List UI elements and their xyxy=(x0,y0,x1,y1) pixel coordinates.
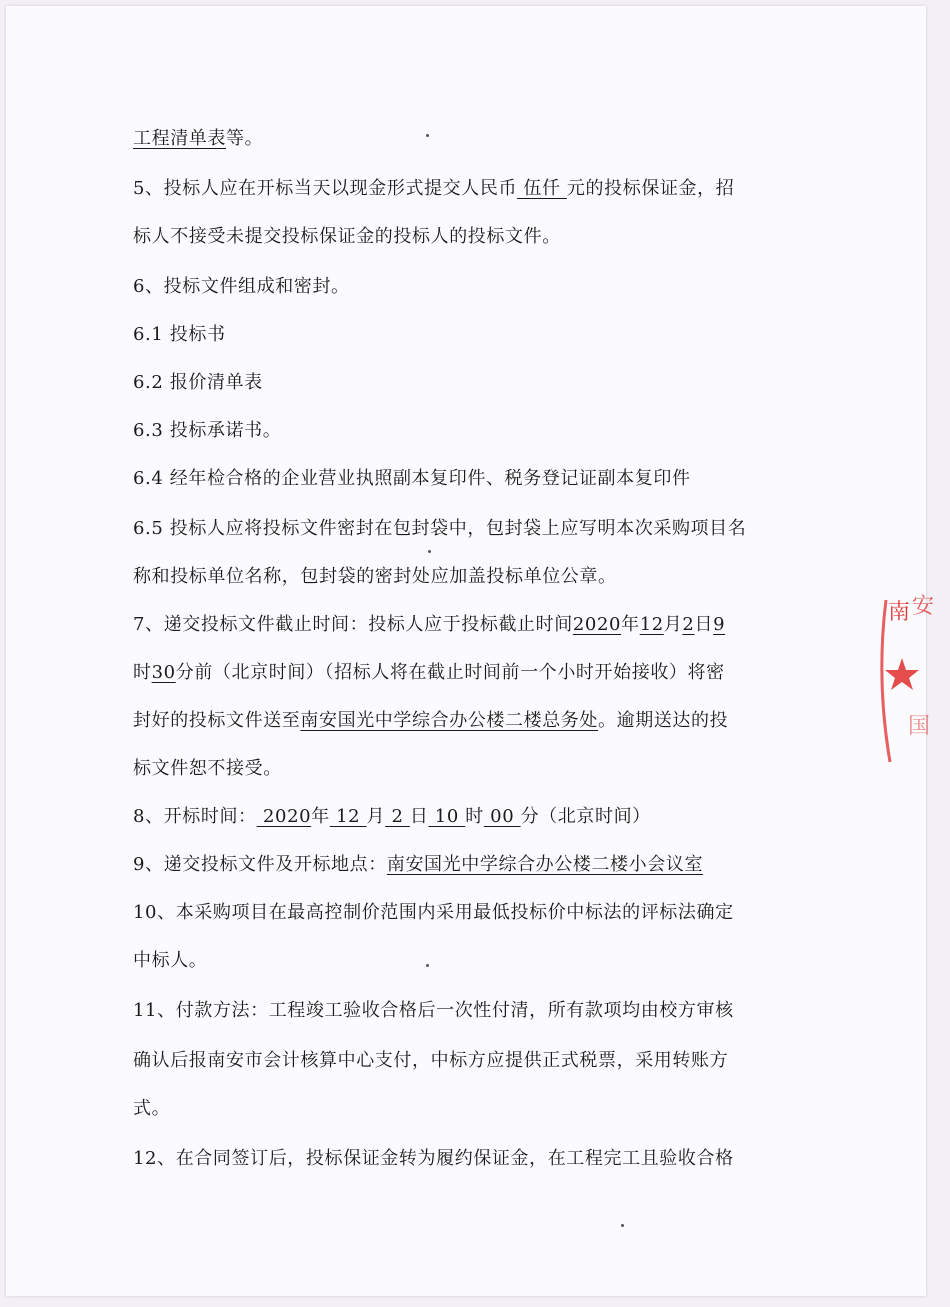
opening-month: 12 xyxy=(329,806,367,827)
scan-speck xyxy=(426,134,429,137)
seal-char: 国 xyxy=(908,714,931,739)
text-line-8: 6.4 经年检合格的企业营业执照副本复印件、税务登记证副本复印件 xyxy=(133,468,691,489)
text-line-5: 6.1 投标书 xyxy=(133,324,226,345)
opening-hour: 10 xyxy=(428,806,466,827)
deadline-month: 12 xyxy=(639,614,664,635)
scan-speck xyxy=(426,964,429,967)
opening-minute: 00 xyxy=(483,806,521,827)
deadline-day: 2 xyxy=(682,614,695,635)
seal-char: 南 xyxy=(888,600,911,625)
text-line-13: 封好的投标文件送至南安国光中学综合办公楼二楼总务处。逾期送达的投 xyxy=(133,710,729,731)
text-line-2: 5、投标人应在开标当天以现金形式提交人民币 伍仟 元的投标保证金，招 xyxy=(133,178,735,199)
document-page xyxy=(6,6,926,1296)
text-line-20: 确认后报南安市会计核算中心支付，中标方应提供正式税票，采用转账方 xyxy=(133,1050,729,1071)
text-line-10: 称和投标单位名称，包封袋的密封处应加盖投标单位公章。 xyxy=(133,566,617,587)
text-line-4: 6、投标文件组成和密封。 xyxy=(133,276,350,297)
opening-day: 2 xyxy=(385,806,410,827)
text-line-22: 12、在合同签订后，投标保证金转为履约保证金，在工程完工且验收合格 xyxy=(133,1148,734,1169)
underlined-text: 工程清单表 xyxy=(133,128,226,149)
text-line-6: 6.2 报价清单表 xyxy=(133,372,263,393)
deadline-minute: 30 xyxy=(151,662,176,683)
text-line-14: 标文件恕不接受。 xyxy=(133,758,282,779)
text-line-21: 式。 xyxy=(133,1098,171,1119)
text-line-17: 10、本采购项目在最高控制价范围内采用最低投标价中标法的评标法确定 xyxy=(133,902,734,923)
text-line-3: 标人不接受未提交投标保证金的投标人的投标文件。 xyxy=(133,226,561,247)
submission-place: 南安国光中学综合办公楼二楼总务处 xyxy=(300,710,599,731)
opening-year: 2020 xyxy=(256,806,312,827)
official-seal xyxy=(878,590,938,770)
seal-star-icon xyxy=(885,658,919,690)
deposit-amount: 伍仟 xyxy=(517,178,567,199)
text-line-7: 6.3 投标承诺书。 xyxy=(133,420,282,441)
text-line-15: 8、开标时间： 2020年 12 月 2 日 10 时 00 分（北京时间） xyxy=(133,806,651,827)
text-line-18: 中标人。 xyxy=(133,950,208,971)
opening-place: 南安国光中学综合办公楼二楼小会议室 xyxy=(386,854,704,875)
deadline-hour: 9 xyxy=(713,614,726,635)
text-line-9: 6.5 投标人应将投标文件密封在包封袋中，包封袋上应写明本次采购项目名 xyxy=(133,518,747,539)
scan-speck xyxy=(428,550,431,553)
deadline-year: 2020 xyxy=(572,614,622,635)
text-line-12: 时30分前（北京时间）（招标人将在截止时间前一个小时开始接收）将密 xyxy=(133,662,725,683)
text-line-1: 工程清单表等。 xyxy=(133,128,264,149)
text-line-19: 11、付款方法：工程竣工验收合格后一次性付清，所有款项均由校方审核 xyxy=(133,1000,734,1021)
seal-char: 安 xyxy=(912,594,935,619)
text-line-11: 7、递交投标文件截止时间：投标人应于投标截止时间2020年12月2日9 xyxy=(133,614,726,635)
text-line-16: 9、递交投标文件及开标地点：南安国光中学综合办公楼二楼小会议室 xyxy=(133,854,704,875)
scan-speck xyxy=(621,1224,624,1227)
